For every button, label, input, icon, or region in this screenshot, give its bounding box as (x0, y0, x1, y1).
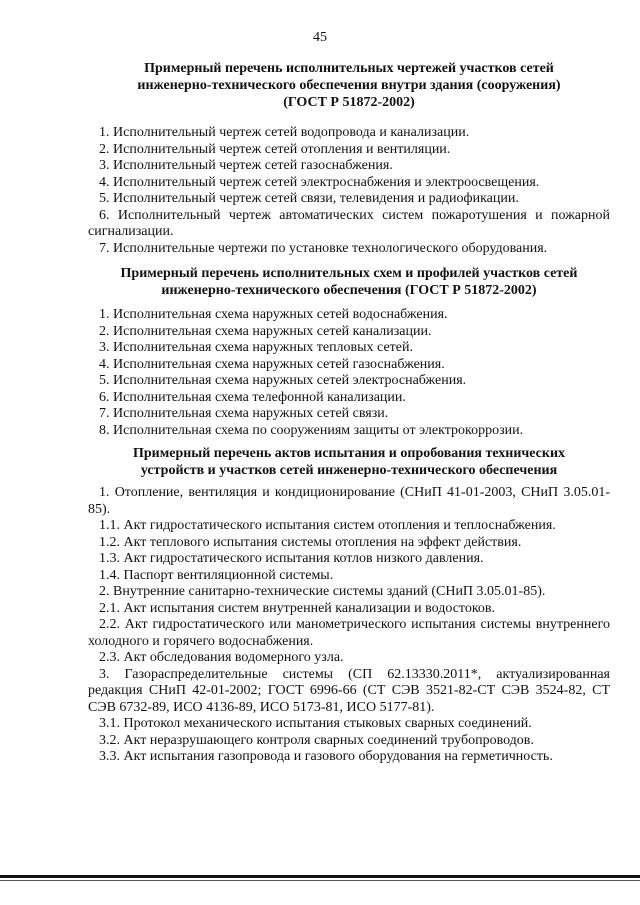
list-item: 4. Исполнительная схема наружных сетей газоснабжения. (99, 356, 445, 372)
list-item: 3. Исполнительная схема наружных тепловых сетей. (99, 340, 413, 355)
list-item: 1. Исполнительный чертеж сетей водопровода и канализации. (99, 125, 470, 140)
list-item: 3.1. Протокол механического испытания стыковых сварных соединений. (99, 716, 532, 731)
list-item: 2. Внутренние санитарно-технические системы зданий (СНиП 3.05.01-85). (99, 584, 546, 599)
list-item: 2. Исполнительный чертеж сетей отопления и вентиляции. (99, 141, 451, 157)
list-item: 2. Исполнительная схема наружных сетей канализации. (99, 323, 432, 339)
section-2-list (88, 307, 610, 439)
section-3-list (88, 485, 610, 766)
list-item: 4. Исполнительный чертеж сетей электроснабжения и электроосвещения. (99, 174, 540, 190)
list-item: 5. Исполнительная схема наружных сетей электроснабжения. (99, 373, 467, 388)
list-item: 3.3. Акт испытания газопровода и газового оборудования на герметичность. (99, 749, 553, 764)
section-2-title-line: Примерный перечень исполнительных схем и профилей участков сетей (120, 266, 578, 281)
list-item: 2.2. Акт гидростатического или манометрического испытания системы внутреннего холодного и горячего водоснабжения. (88, 617, 610, 649)
section-1-title-line: Примерный перечень исполнительных чертежей участков сетей (144, 61, 554, 76)
section-3-title-line: устройств и участков сетей инженерно-технического обеспечения (140, 463, 558, 478)
list-item: 5. Исполнительный чертеж сетей связи, телевидения и радиофикации. (99, 191, 519, 206)
list-item: 7. Исполнительные чертежи по установке технологического оборудования. (99, 240, 548, 256)
list-item: 1.2. Акт теплового испытания системы отопления на эффект действия. (99, 534, 522, 550)
list-item: 2.3. Акт обследования водомерного узла. (99, 650, 344, 665)
section-1-title-line: (ГОСТ Р 51872-2002) (283, 95, 415, 110)
section-1-list (88, 125, 610, 257)
section-2-title-line: инженерно-технического обеспечения (ГОСТ Р 51872-2002) (161, 283, 537, 298)
list-item: 1.4. Паспорт вентиляционной системы. (99, 567, 334, 583)
section-1-title-line: инженерно-технического обеспечения внутри здания (сооружения) (137, 78, 561, 93)
list-item: 1. Исполнительная схема наружных сетей водоснабжения. (99, 307, 448, 322)
footer-rule (0, 875, 640, 878)
document-body (88, 60, 610, 766)
list-item: 7. Исполнительная схема наружных сетей связи. (99, 406, 389, 421)
list-item: 6. Исполнительный чертеж автоматических систем пожаротушения и пожарной сигнализации. (88, 207, 610, 239)
list-item: 1.3. Акт гидростатического испытания котлов низкого давления. (99, 551, 484, 566)
list-item: 1. Отопление, вентиляция и кондиционирование (СНиП 41-01-2003, СНиП 3.05.01-85). (88, 485, 610, 517)
list-item: 2.1. Акт испытания систем внутренней канализации и водостоков. (99, 600, 496, 616)
section-1-title (88, 60, 610, 111)
section-2-title (88, 265, 610, 299)
list-item: 3. Исполнительный чертеж сетей газоснабжения. (99, 158, 393, 173)
section-3-title-line: Примерный перечень актов испытания и опробования технических (132, 446, 566, 461)
footer-rule-thin (0, 880, 640, 881)
page-number: 45 (313, 30, 327, 45)
list-item: 8. Исполнительная схема по сооружениям защиты от электрокоррозии. (99, 422, 524, 438)
section-3-title (88, 445, 610, 479)
list-item: 3.2. Акт неразрушающего контроля сварных соединений трубопроводов. (99, 732, 534, 748)
list-item: 6. Исполнительная схема телефонной канализации. (99, 389, 406, 405)
list-item: 3. Газораспределительные системы (СП 62.13330.2011*, актуализированная редакция СНиП 42-01-2002; ГОСТ 6996-66 (СТ СЭВ 3521-82-СТ СЭВ 3524-82, СТ СЭВ 6732-89, ИСО 4136-89, ИСО 5173-81, ИСО 5177-81). (88, 666, 610, 715)
list-item: 1.1. Акт гидростатического испытания систем отопления и теплоснабжения. (99, 518, 556, 533)
